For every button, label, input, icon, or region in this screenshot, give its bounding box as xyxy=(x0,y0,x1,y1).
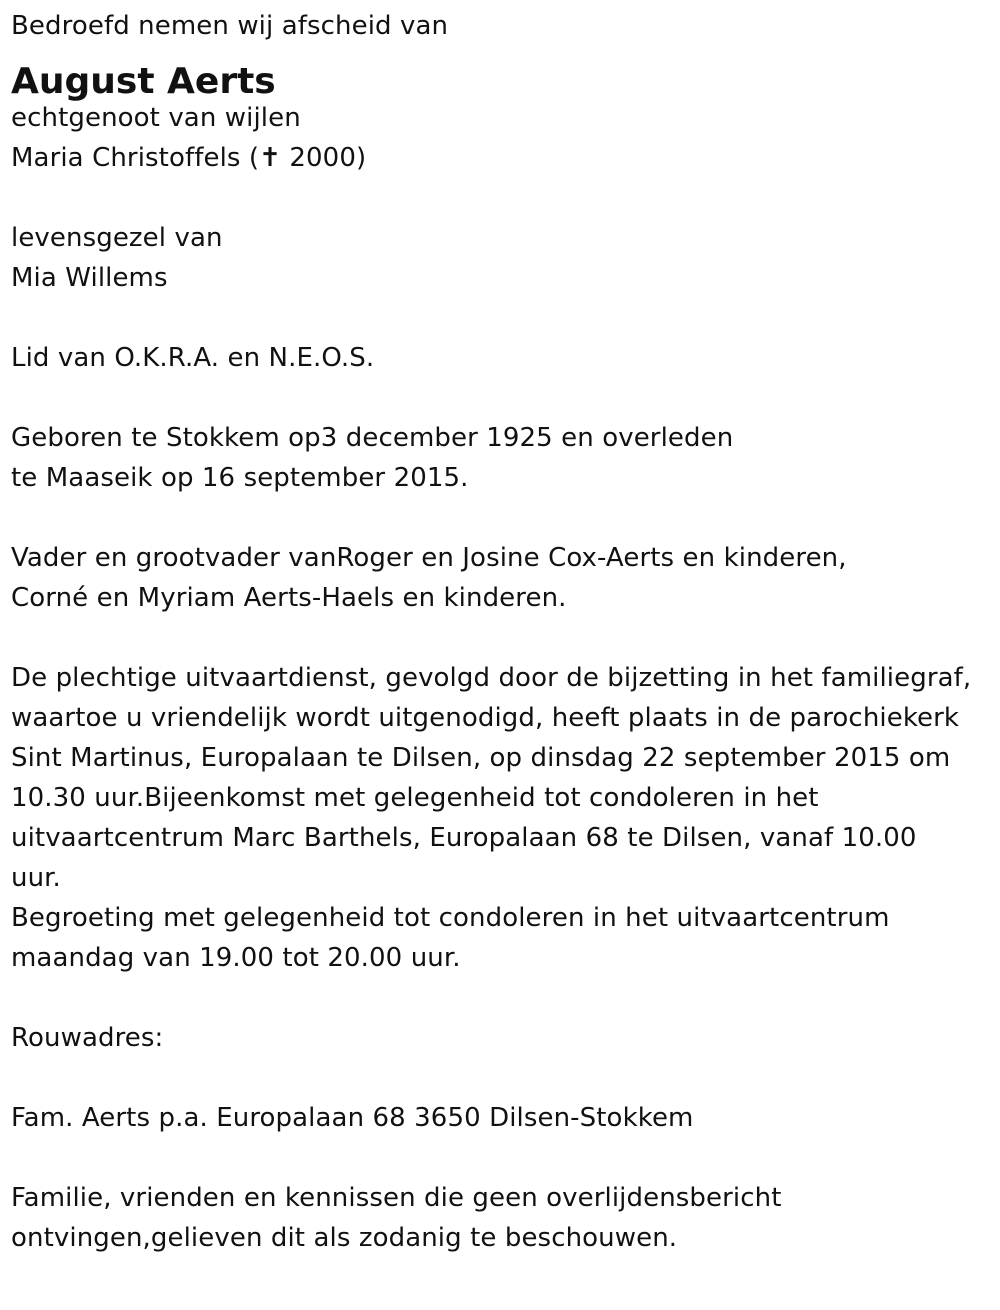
funeral-line-4: 10.30 uur.Bijeenkomst met gelegenheid tot condoleren in het xyxy=(11,783,819,813)
closing-line-1: Familie, vrienden en kennissen die geen overlijdensbericht xyxy=(11,1183,782,1213)
spacer xyxy=(11,978,1000,1018)
spacer xyxy=(11,498,1000,538)
spacer xyxy=(11,378,1000,418)
closing-line-2: ontvingen,gelieven dit als zodanig te beschouwen. xyxy=(11,1223,678,1253)
spacer xyxy=(11,178,1000,218)
birth-death-line-1: Geboren te Stokkem op3 december 1925 en overleden xyxy=(11,423,734,453)
funeral-line-2: waartoe u vriendelijk wordt uitgenodigd, heeft plaats in de parochiekerk xyxy=(11,703,960,733)
funeral-line-3: Sint Martinus, Europalaan te Dilsen, op dinsdag 22 september 2015 om xyxy=(11,743,951,773)
spacer xyxy=(11,1138,1000,1178)
spacer xyxy=(11,1058,1000,1098)
funeral-line-7: Begroeting met gelegenheid tot condoleren in het uitvaartcentrum xyxy=(11,903,890,933)
intro-text: Bedroefd nemen wij afscheid van xyxy=(11,11,449,41)
partner-label: levensgezel van xyxy=(11,223,223,253)
spacer xyxy=(11,618,1000,658)
spouse-label: echtgenoot van wijlen xyxy=(11,103,301,133)
spacer xyxy=(11,298,1000,338)
birth-death-line-2: te Maaseik op 16 september 2015. xyxy=(11,463,469,493)
membership-text: Lid van O.K.R.A. en N.E.O.S. xyxy=(11,343,375,373)
funeral-line-6: uur. xyxy=(11,863,61,893)
funeral-line-5: uitvaartcentrum Marc Barthels, Europalaan 68 te Dilsen, vanaf 10.00 xyxy=(11,823,917,853)
deceased-name: August Aerts xyxy=(11,61,276,102)
spouse-name: Maria Christoffels (✝ 2000) xyxy=(11,143,367,173)
funeral-line-8: maandag van 19.00 tot 20.00 uur. xyxy=(11,943,461,973)
family-line-2: Corné en Myriam Aerts-Haels en kinderen. xyxy=(11,583,567,613)
address-value: Fam. Aerts p.a. Europalaan 68 3650 Dilsen-Stokkem xyxy=(11,1103,694,1133)
funeral-line-1: De plechtige uitvaartdienst, gevolgd door de bijzetting in het familiegraf, xyxy=(11,663,972,693)
address-label: Rouwadres: xyxy=(11,1023,164,1053)
family-line-1: Vader en grootvader vanRoger en Josine Cox-Aerts en kinderen, xyxy=(11,543,847,573)
partner-name: Mia Willems xyxy=(11,263,168,293)
